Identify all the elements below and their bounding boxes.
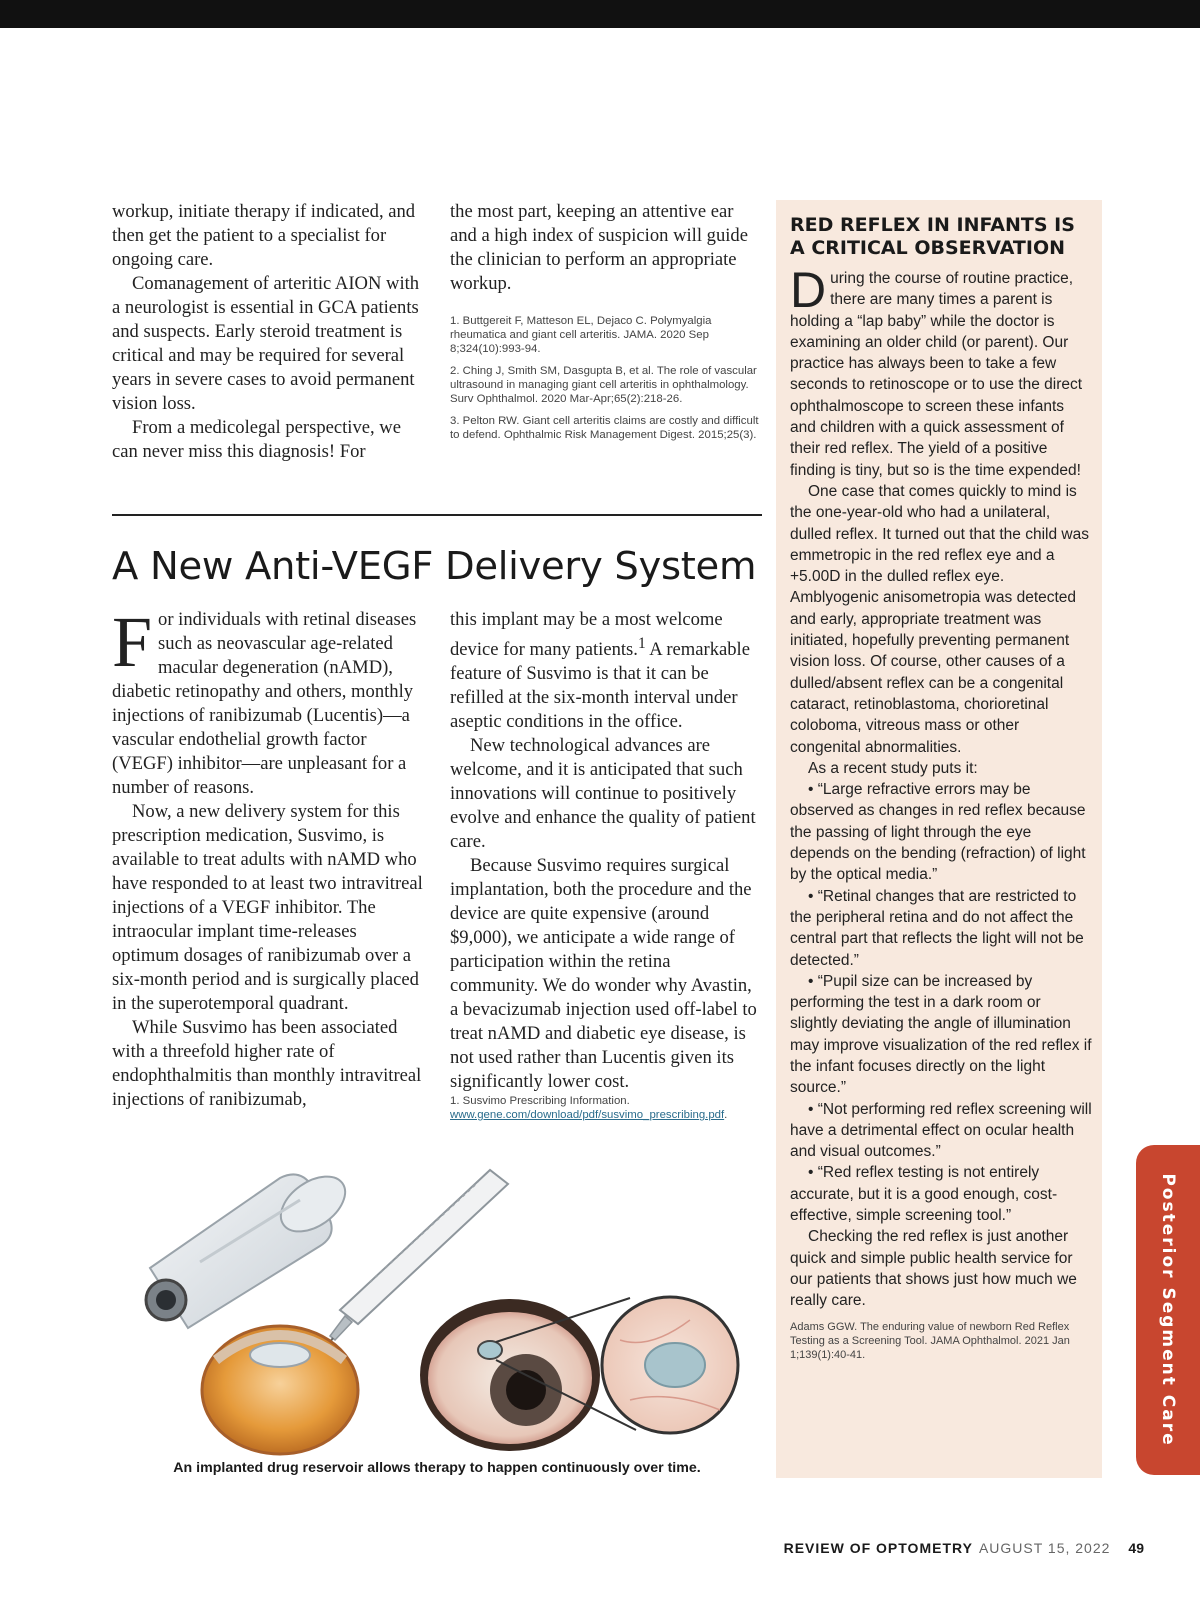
section-tab [1136,1145,1200,1475]
sidebar-bullet: • “Red reflex testing is not entirely accurate, but it is a good enough, cost-effective, simple screening tool.” [790,1164,1058,1225]
reference-item: 3. Pelton RW. Giant cell arteritis claims are costly and difficult to defend. Ophthalmic Risk Management Digest. 2015;25(3). [450,415,759,441]
page-footer [784,1538,1144,1558]
article2-paragraph: Now, a new delivery system for this prescription medication, Susvimo, is available to treat adults with nAMD who have responded to at least two intravitreal injections of a VEGF inhibitor. The intraocular implant time-releases optimum dosages of ranibizumab over a six-month period and is surgically placed in the superotemporal quadrant. [112,801,423,1014]
implant-illustration [130,1150,740,1460]
article1-paragraph: Comanagement of arteritic AION with a neurologist is essential in GCA patients and suspects. Early steroid treatment is critical and may be required for several years in severe cases to avoid permanent vision loss. [112,273,420,414]
sidebar-citation: Adams GGW. The enduring value of newborn Red Reflex Testing as a Screening Tool. JAMA Ophthalmol. 2021 Jan 1;139(1):40-41. [790,1320,1070,1361]
sidebar-content [790,214,1092,1362]
section-divider [112,514,762,516]
reference-item: 2. Ching J, Smith SM, Dasgupta B, et al. The role of vascular ultrasound in managing giant cell arteritis in ophthalmology. Surv Ophthalmol. 2020 Mar-Apr;65(2):218-26. [450,365,757,405]
eye-cross-section [202,1326,358,1454]
article2-paragraph [450,608,762,734]
sidebar-lead-text: uring the course of routine practice, there are many times a parent is holding a “lap baby” while the doctor is examining an older child (or parent). Our practice has always been to take a few seconds to retinoscope or to use the direct ophthalmoscope to screen these infants and children with a quick assessment of their red reflex. The yield of a positive finding is tiny, but so is the time expended! [790,270,1083,479]
article2-paragraph: New technological advances are welcome, and it is anticipated that such innovations will continue to positively evolve and enhance the quality of patient care. [450,735,756,853]
sidebar-drop-cap: D [790,262,827,318]
sidebar-lead-paragraph [790,262,1092,481]
article2-lead-paragraph [112,602,424,800]
article2-headline: A New Anti-VEGF Delivery System [112,544,757,589]
article1-column-1 [112,200,422,464]
footnote-link[interactable]: www.gene.com/download/pdf/susvimo_prescribing.pdf [450,1109,725,1122]
article1-references [450,314,762,442]
page-number: 49 [1128,1540,1144,1556]
article2-paragraph: Because Susvimo requires surgical implantation, both the procedure and the device are quite expensive (around $9,000), we anticipate a wide range of participation within the retina community. We do wonder why Avastin, a bevacizumab injection used off-label to treat nAMD and diabetic eye disease, is not used rather than Lucentis given its significantly lower cost. [450,855,757,1093]
sidebar-box [776,200,1102,1478]
implant-device [146,1165,355,1328]
lead-text: or individuals with retinal diseases such as neovascular age-related macular degeneration (nAMD), diabetic retinopathy and others, monthly injections of ranibizumab (Lucentis)—a vascular endothelial growth factor (VEGF) inhibitor—are unpleasant for a number of reasons. [112,609,417,798]
sidebar-bullet: • “Not performing red reflex screening will have a detrimental effect on ocular health and visual outcomes.” [790,1100,1092,1161]
sidebar-paragraph: Checking the red reflex is just another quick and simple public health service for our patients that shows just how much we really care. [790,1228,1077,1310]
article2-paragraph: While Susvimo has been associated with a threefold higher rate of endophthalmitis than monthly intravitreal injections of ranibizumab, [112,1017,422,1110]
paragraph-text: A remarkable feature of Susvimo is that it can be refilled at the six-month interval under aseptic conditions in the office. [450,639,750,733]
article2-column-2 [450,608,762,1122]
sidebar-bullet: • “Large refractive errors may be observed as changes in red reflex because the passing of light through the eye depends on the bending (refraction) of light by the optical media.” [790,781,1086,884]
eye-photo [420,1299,600,1451]
article2-footnote [450,1094,762,1122]
sidebar-paragraph: One case that comes quickly to mind is the one-year-old who had a unilateral, dulled reflex. It turned out that the child was emmetropic in the red reflex eye and a +5.00D in the dulled reflex eye. Amblyogenic anisometropia was detected and early, appropriate treatment was initiated, hopefully preventing permanent vision loss. Of course, other causes of a dulled/absent reflex can be a congenital cataract, retinoblastoma, chorioretinal coloboma, vitreous mass or other congenital abnormalities. [790,482,1089,756]
footnote-text: 1. Susvimo Prescribing Information. [450,1095,630,1108]
issue-date: AUGUST 15, 2022 [978,1540,1111,1556]
footnote-marker: 1 [637,635,646,652]
article1-column-2 [450,200,762,450]
section-tab-label: Posterior Segment Care [1158,1173,1178,1447]
paragraph-text: this implant may be a most welcome device for many patients. [450,609,723,661]
article2-column-1 [112,602,424,1112]
sidebar-title: RED REFLEX IN INFANTS IS A CRITICAL OBSERVATION [790,214,1075,259]
sidebar-bullet: • “Retinal changes that are restricted to the peripheral retina and do not affect the central part that reflects the light will not be detected.” [790,887,1084,969]
drop-cap: F [112,602,153,682]
article1-paragraph: the most part, keeping an attentive ear and a high index of suspicion will guide the clinician to perform an appropriate workup. [450,201,748,294]
footnote-text: . [724,1109,728,1122]
publication-name: REVIEW OF OPTOMETRY [783,1540,973,1556]
article1-paragraph: From a medicolegal perspective, we can never miss this diagnosis! For [112,417,401,462]
sidebar-bullet: • “Pupil size can be increased by performing the test in a dark room or slightly deviating the angle of illumination may improve visualization of the red reflex if the infant focuses directly on the light source.” [790,972,1092,1097]
reference-item: 1. Buttgereit F, Matteson EL, Dejaco C. Polymyalgia rheumatica and giant cell arteritis. JAMA. 2020 Sep 8;324(10):993-94. [450,315,712,355]
image-caption: An implanted drug reservoir allows therapy to happen continuously over time. [173,1460,701,1476]
article1-paragraph: workup, initiate therapy if indicated, and then get the patient to a specialist for ongoing care. [112,201,416,270]
top-black-bar [0,0,1200,28]
sidebar-paragraph: As a recent study puts it: [808,759,978,777]
